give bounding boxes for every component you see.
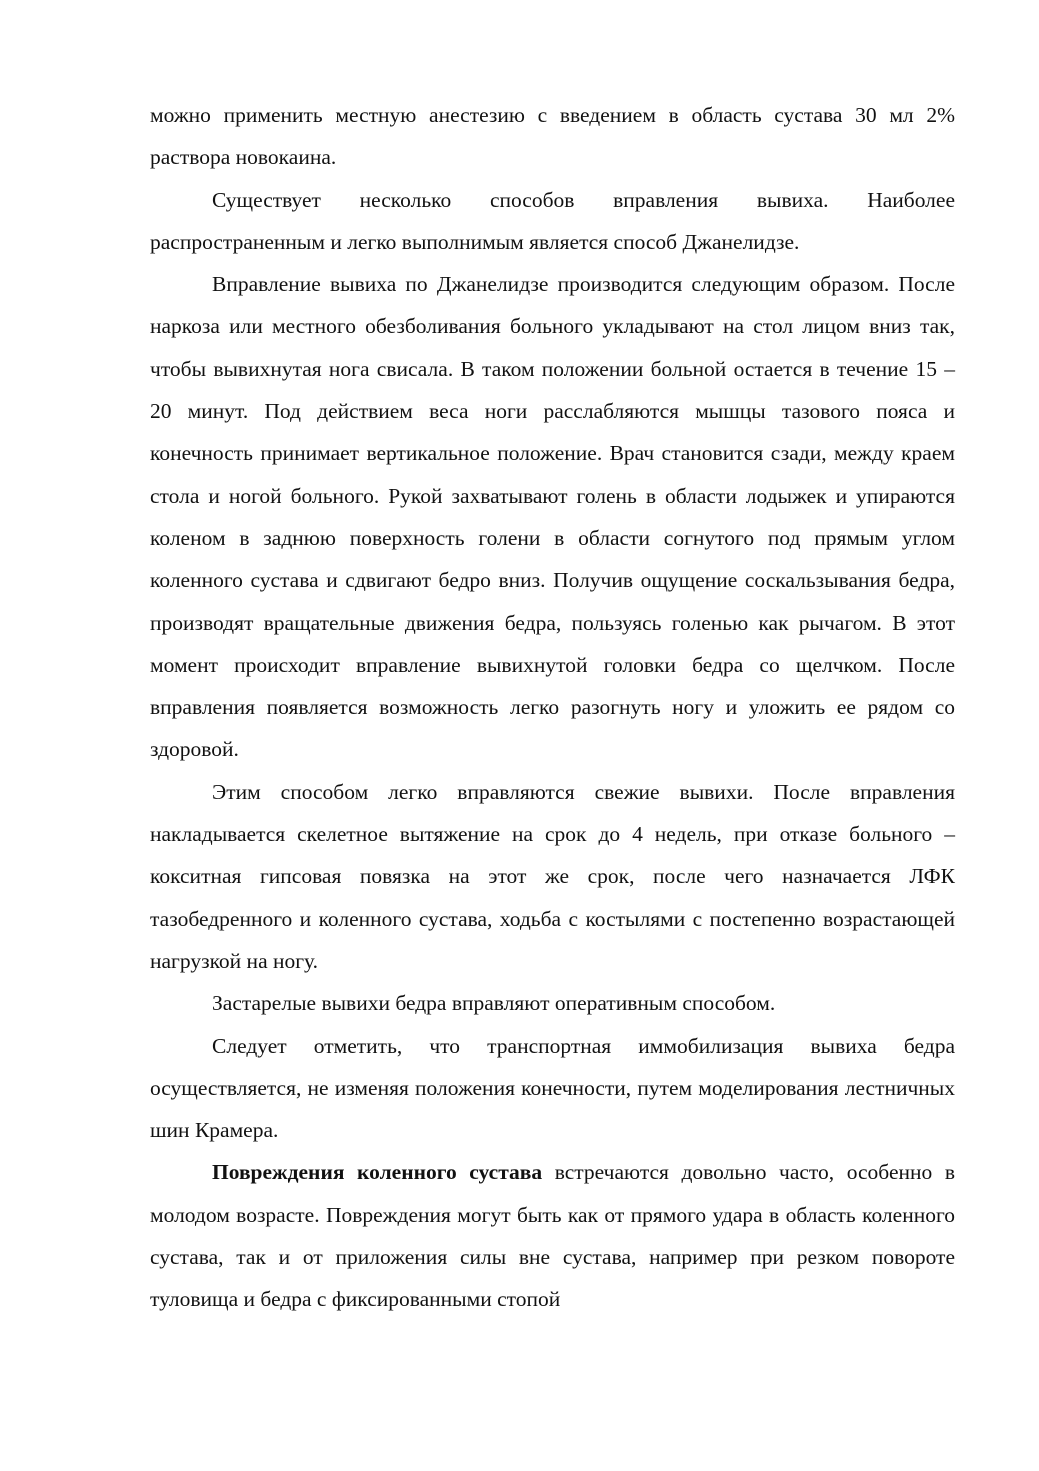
- paragraph-3: [150, 263, 955, 771]
- paragraph-6-text: Следует отметить, что транспортная иммобилизация вывиха бедра осуществляется, не изменяя положения конечности, путем моделирования лестничных шин Крамера.: [150, 1033, 955, 1143]
- paragraph-1: [150, 94, 955, 179]
- paragraph-7-text: встречаются довольно часто, особенно в молодом возрасте. Повреждения могут быть как от прямого удара в область коленного сустава, так и от приложения силы вне сустава, например при резком повороте туловища и бедра с фиксированными стопой: [150, 1160, 955, 1312]
- paragraph-4-text: Этим способом легко вправляются свежие вывихи. После вправления накладывается скелетное вытяжение на срок до 4 недель, при отказе больного – кокситная гипсовая повязка на этот же срок, после чего назначается ЛФК тазобедренного и коленного сустава, ходьба с костылями с постепенно возрастающей нагрузкой на ногу.: [150, 779, 955, 973]
- paragraph-7: [150, 1151, 955, 1320]
- paragraph-5: [150, 982, 955, 1024]
- paragraph-1-text: можно применить местную анестезию с введением в область сустава 30 мл 2% раствора новокаина.: [150, 103, 955, 170]
- paragraph-2: [150, 179, 955, 264]
- paragraph-6: [150, 1025, 955, 1152]
- paragraph-5-text: Застарелые вывихи бедра вправляют оперативным способом.: [212, 991, 776, 1016]
- paragraph-4: [150, 771, 955, 982]
- section-heading-knee-injuries: Повреждения коленного сустава: [212, 1160, 543, 1185]
- document-body: [150, 94, 955, 1321]
- paragraph-3-text: Вправление вывиха по Джанелидзе производится следующим образом. После наркоза или местного обезболивания больного укладывают на стол лицом вниз так, чтобы вывихнутая нога свисала. В таком положении больной остается в течение 15 – 20 минут. Под действием веса ноги расслабляются мышцы тазового пояса и конечность принимает вертикальное положение. Врач становится сзади, между краем стола и ногой больного. Рукой захватывают голень в области лодыжек и упираются коленом в заднюю поверхность голени в области согнутого под прямым углом коленного сустава и сдвигают бедро вниз. Получив ощущение соскальзывания бедра, производят вращательные движения бедра, пользуясь голенью как рычагом. В этот момент происходит вправление вывихнутой головки бедра со щелчком. После вправления появляется возможность легко разогнуть ногу и уложить ее рядом со здоровой.: [150, 272, 955, 762]
- paragraph-2-text: Существует несколько способов вправления вывиха. Наиболее распространенным и легко выполнимым является способ Джанелидзе.: [150, 187, 955, 254]
